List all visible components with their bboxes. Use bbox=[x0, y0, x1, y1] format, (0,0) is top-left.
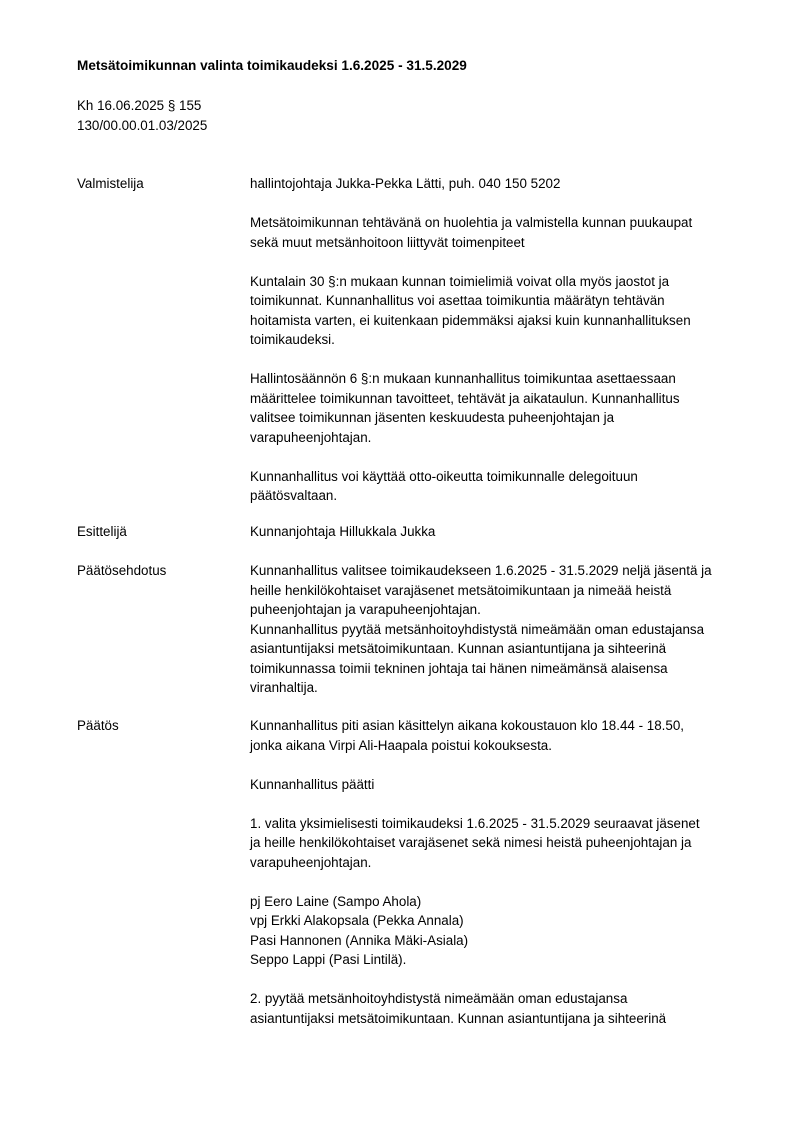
file-reference: 130/00.00.01.03/2025 bbox=[77, 117, 208, 133]
paragraph bbox=[250, 467, 764, 506]
text-line: asiantuntijaksi metsätoimikuntaan. Kunnan asiantuntijana ja sihteerinä bbox=[250, 641, 667, 656]
section-content bbox=[250, 522, 764, 561]
section-label: Päätösehdotus bbox=[77, 563, 167, 578]
text-line: hoitamista varten, ei kuitenkaan pidemmäksi ajaksi kuin kunnanhallituksen bbox=[250, 312, 691, 328]
paragraph bbox=[250, 716, 764, 755]
document-meta bbox=[77, 96, 207, 135]
text-line: varapuheenjohtajan. bbox=[250, 429, 372, 445]
list-item: vpj Erkki Alakopsala (Pekka Annala) bbox=[250, 913, 464, 928]
text-line: toimikunnat. Kunnanhallitus voi asettaa toimikuntia määrätyn tehtävän bbox=[250, 293, 665, 308]
text-line: sekä muut metsänhoitoon liittyvät toimenpiteet bbox=[250, 234, 525, 250]
paragraph bbox=[250, 989, 764, 1028]
text-line: Hallintosäännön 6 §:n mukaan kunnanhallitus toimikuntaa asettaessaan bbox=[250, 371, 676, 386]
text-line: jonka aikana Virpi Ali-Haapala poistui kokouksesta. bbox=[250, 737, 552, 753]
text-line: asiantuntijaksi metsätoimikuntaan. Kunnan asiantuntijana ja sihteerinä bbox=[250, 1010, 667, 1026]
paragraph bbox=[250, 561, 764, 698]
text-line: määrittelee toimikunnan tavoitteet, tehtävät ja aikataulun. Kunnanhallitus bbox=[250, 390, 680, 406]
text-line: Kunnanhallitus pyytää metsänhoitoyhdistystä nimeämään oman edustajansa bbox=[250, 621, 705, 637]
paragraph bbox=[250, 174, 764, 194]
paragraph bbox=[250, 369, 764, 447]
list-item: Seppo Lappi (Pasi Lintilä). bbox=[250, 952, 407, 967]
text-line: Kunnanhallitus päätti bbox=[250, 776, 375, 792]
text-line: varapuheenjohtajan. bbox=[250, 854, 372, 870]
text-line: Kunnanhallitus voi käyttää otto-oikeutta toimikunnalle delegoituun bbox=[250, 468, 638, 484]
text-line: Kunnanhallitus piti asian käsittelyn aikana kokoustauon klo 18.44 - 18.50, bbox=[250, 718, 684, 733]
text-line: 2. pyytää metsänhoitoyhdistystä nimeämään oman edustajansa bbox=[250, 991, 628, 1006]
paragraph bbox=[250, 213, 764, 252]
section-label: Valmistelija bbox=[77, 176, 144, 191]
section-content bbox=[250, 561, 764, 717]
text-line: Kunnanhallitus valitsee toimikaudekseen 1.6.2025 - 31.5.2029 neljä jäsentä ja bbox=[250, 563, 712, 578]
paragraph bbox=[250, 814, 764, 873]
paragraph bbox=[250, 775, 764, 795]
document-title: Metsätoimikunnan valinta toimikaudeksi 1.6.2025 - 31.5.2029 bbox=[77, 58, 467, 73]
text-line: viranhaltija. bbox=[250, 680, 318, 695]
text-line: heille henkilökohtaiset varajäsenet metsätoimikuntaan ja nimeää heistä bbox=[250, 582, 672, 598]
section-content bbox=[250, 716, 764, 1048]
text-line: Kunnanjohtaja Hillukkala Jukka bbox=[250, 524, 436, 539]
text-line: toimikaudeksi. bbox=[250, 332, 335, 347]
list-item: pj Eero Laine (Sampo Ahola) bbox=[250, 893, 422, 909]
text-line: hallintojohtaja Jukka-Pekka Lätti, puh. 040 150 5202 bbox=[250, 176, 561, 191]
text-line: Kuntalain 30 §:n mukaan kunnan toimielimiä voivat olla myös jaostot ja bbox=[250, 273, 670, 289]
text-line: päätösvaltaan. bbox=[250, 488, 338, 503]
paragraph bbox=[250, 522, 764, 542]
text-line: puheenjohtajan ja varapuheenjohtajan. bbox=[250, 602, 481, 617]
meeting-reference: Kh 16.06.2025 § 155 bbox=[77, 98, 202, 113]
text-line: ja heille henkilökohtaiset varajäsenet sekä nimesi heistä puheenjohtajan ja bbox=[250, 835, 692, 850]
text-line: toimikunnassa toimii tekninen johtaja tai hänen nimeämänsä alaisensa bbox=[250, 660, 668, 676]
paragraph bbox=[250, 272, 764, 350]
section-label: Päätös bbox=[77, 718, 119, 733]
section-content bbox=[250, 174, 764, 525]
list-item: Pasi Hannonen (Annika Mäki-Asiala) bbox=[250, 932, 469, 948]
text-line: valitsee toimikunnan jäsenten keskuudesta puheenjohtajan ja bbox=[250, 410, 615, 425]
text-line: 1. valita yksimielisesti toimikaudeksi 1.6.2025 - 31.5.2029 seuraavat jäsenet bbox=[250, 815, 700, 831]
section-label: Esittelijä bbox=[77, 524, 127, 539]
member-list bbox=[250, 892, 764, 970]
text-line: Metsätoimikunnan tehtävänä on huolehtia ja valmistella kunnan puukaupat bbox=[250, 215, 693, 230]
